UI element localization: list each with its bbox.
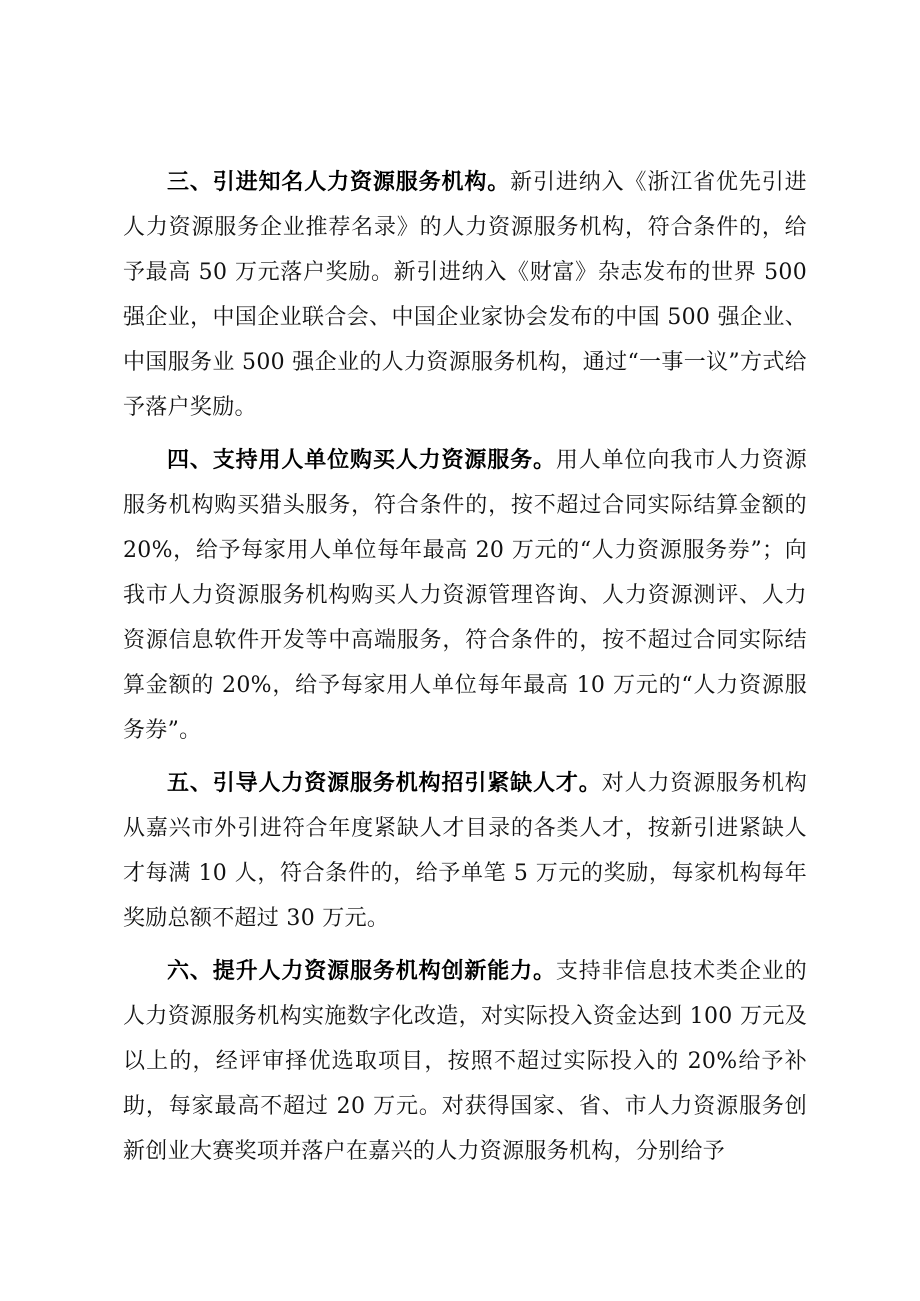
paragraph-3-text: 新引进纳入《浙江省优先引进人力资源服务企业推荐名录》的人力资源服务机构，符合条件的，给予最高 50 万元落户奖励。新引进纳入《财富》杂志发布的世界 500 强企业，中国企业联合会、中国企业家协会发布的中国 500 强企业、中国服务业 500 强企业的人力资源服务机构，通过“一事一议”方式给予落户奖励。 [123,170,807,420]
paragraph-4 [123,438,807,753]
document-body [123,160,807,1182]
paragraph-5-text: 对人力资源服务机构从嘉兴市外引进符合年度紧缺人才目录的各类人才，按新引进紧缺人才每满 10 人，符合条件的，给予单笔 5 万元的奖励，每家机构每年奖励总额不超过 30 万元。 [123,771,808,931]
paragraph-4-text: 用人单位向我市人力资源服务机构购买猎头服务，符合条件的，按不超过合同实际结算金额的 20%，给予每家用人单位每年最高 20 万元的“人力资源服务券”；向我市人力资源服务机构购买人力资源管理咨询、人力资源测评、人力资源信息软件开发等中高端服务，符合条件的，按不超过合同实际结算金额的 20%，给予每家用人单位每年最高 10 万元的“人力资源服务券”。 [123,448,807,743]
paragraph-6-text: 支持非信息技术类企业的人力资源服务机构实施数字化改造，对实际投入资金达到 100 万元及以上的，经评审择优选取项目，按照不超过实际投入的 20%给予补助，每家最高不超过 20 万元。对获得国家、省、市人力资源服务创新创业大赛奖项并落户在嘉兴的人力资源服务机构，分别给予 [123,959,807,1164]
paragraph-5 [123,761,807,941]
paragraph-6-heading: 六、提升人力资源服务机构创新能力。 [167,959,556,984]
paragraph-6 [123,949,807,1174]
paragraph-5-heading: 五、引导人力资源服务机构招引紧缺人才。 [167,771,602,796]
paragraph-3 [123,160,807,430]
paragraph-4-heading: 四、支持用人单位购买人力资源服务。 [167,448,556,473]
paragraph-3-heading: 三、引进知名人力资源服务机构。 [167,170,511,195]
